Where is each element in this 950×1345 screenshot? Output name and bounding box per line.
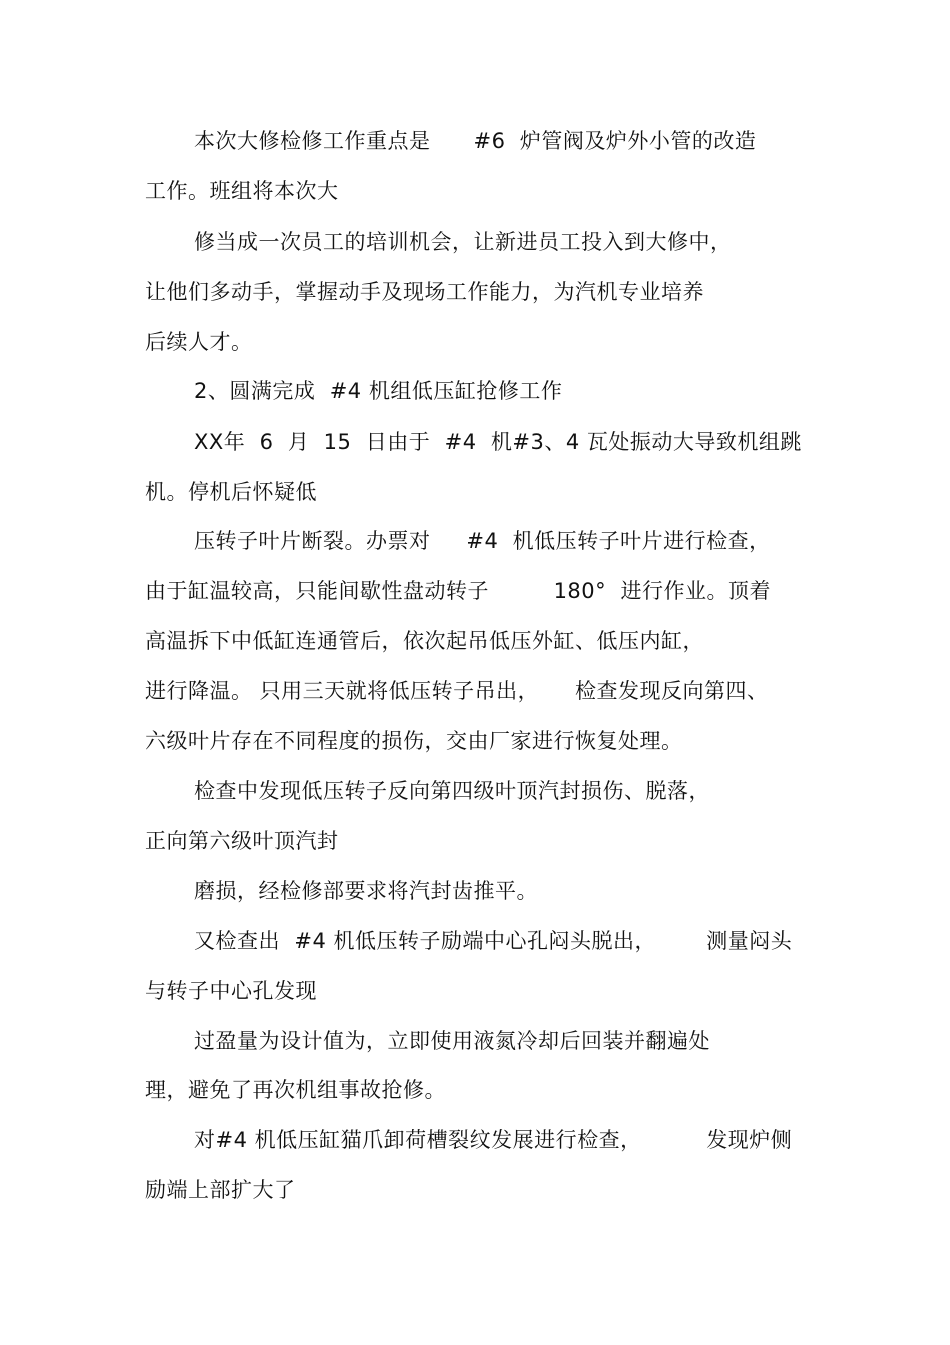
text-line: 过盈量为设计值为，立即使用液氮冷却后回装并翻遍处 bbox=[194, 1029, 710, 1053]
text-line: 磨损，经检修部要求将汽封齿推平。 bbox=[194, 879, 538, 903]
text-line: 励端上部扩大了 bbox=[145, 1178, 296, 1202]
text-line: 进行降温。 只用三天就将低压转子吊出， 检查发现反向第四、 bbox=[145, 679, 769, 703]
text-line: 压转子叶片断裂。办票对 #4 机低压转子叶片进行检查， bbox=[194, 529, 771, 553]
text-line: 高温拆下中低缸连通管后，依次起吊低压外缸、低压内缸， bbox=[145, 629, 704, 653]
text-line: 对#4 机低压缸猫爪卸荷槽裂纹发展进行检查， 发现炉侧 bbox=[194, 1128, 793, 1152]
text-line: XX年 6 月 15 日由于 #4 机#3、4 瓦处振动大导致机组跳 bbox=[194, 430, 802, 454]
section-heading: 2、圆满完成 #4 机组低压缸抢修工作 bbox=[194, 379, 563, 403]
text-line: 工作。班组将本次大 bbox=[145, 179, 339, 203]
text-line: 让他们多动手，掌握动手及现场工作能力，为汽机专业培养 bbox=[145, 280, 704, 304]
text-line: 由于缸温较高，只能间歇性盘动转子 180° 进行作业。顶着 bbox=[145, 579, 772, 603]
text-line: 检查中发现低压转子反向第四级叶顶汽封损伤、脱落， bbox=[194, 779, 710, 803]
text-line: 修当成一次员工的培训机会，让新进员工投入到大修中， bbox=[194, 230, 732, 254]
text-line: 正向第六级叶顶汽封 bbox=[145, 829, 339, 853]
text-line: 又检查出 #4 机低压转子励端中心孔闷头脱出， 测量闷头 bbox=[194, 929, 793, 953]
text-line: 六级叶片存在不同程度的损伤，交由厂家进行恢复处理。 bbox=[145, 729, 683, 753]
text-line: 后续人才。 bbox=[145, 330, 253, 354]
text-line: 与转子中心孔发现 bbox=[145, 979, 317, 1003]
text-line: 机。停机后怀疑低 bbox=[145, 480, 317, 504]
text-line: 本次大修检修工作重点是 #6 炉管阀及炉外小管的改造 bbox=[194, 129, 757, 153]
text-line: 理，避免了再次机组事故抢修。 bbox=[145, 1078, 446, 1102]
